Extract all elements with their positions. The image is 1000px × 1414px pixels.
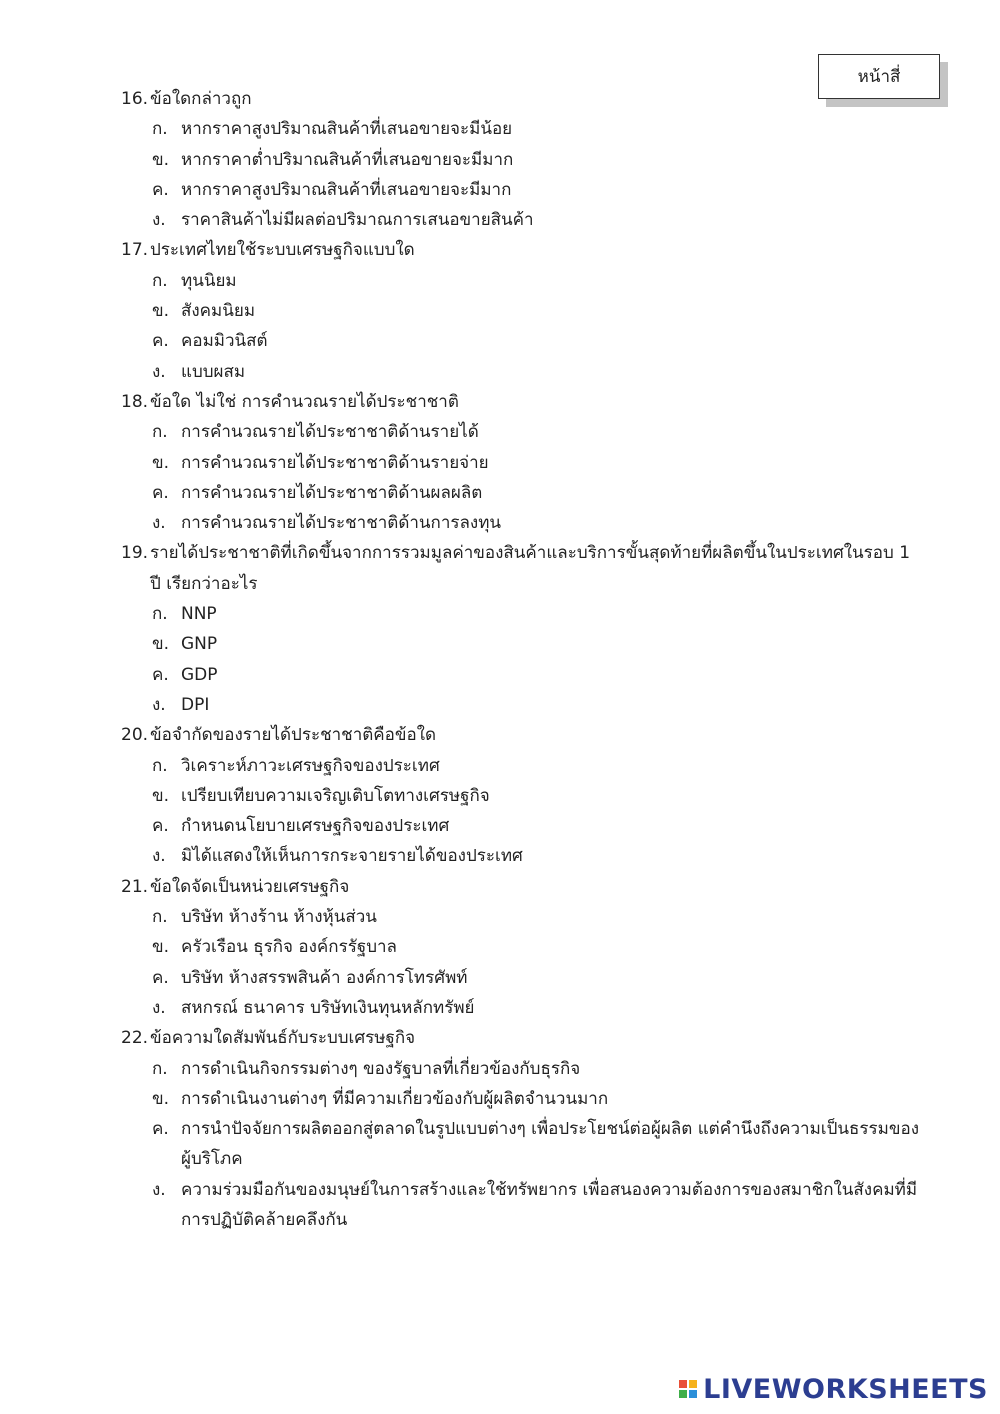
option-text: สหกรณ์ ธนาคาร บริษัทเงินทุนหลักทรัพย์ bbox=[181, 997, 475, 1018]
option-text: บริษัท ห้างร้าน ห้างหุ้นส่วน bbox=[181, 907, 377, 928]
answer-option[interactable] bbox=[0, 963, 1000, 993]
question-item bbox=[0, 720, 1000, 871]
option-letter: ค. bbox=[152, 331, 169, 352]
logo-text: LIVEWORKSHEETS bbox=[703, 1373, 988, 1405]
logo-block bbox=[679, 1380, 687, 1388]
option-text: แบบผสม bbox=[181, 361, 246, 382]
option-letter: ข. bbox=[152, 301, 170, 322]
option-text: หากราคาสูงปริมาณสินค้าที่เสนอขายจะมีมาก bbox=[181, 179, 512, 200]
option-text: การคำนวณรายได้ประชาชาติด้านผลผลิต bbox=[181, 482, 483, 503]
option-text: ทุนนิยม bbox=[181, 270, 237, 291]
answer-option[interactable] bbox=[0, 841, 1000, 871]
question-line bbox=[0, 235, 1000, 265]
answer-option[interactable] bbox=[0, 902, 1000, 932]
question-text: ประเทศไทยใช้ระบบเศรษฐกิจแบบใด bbox=[150, 240, 415, 261]
question-item bbox=[0, 1023, 1000, 1235]
answer-option[interactable] bbox=[0, 448, 1000, 478]
question-line bbox=[0, 720, 1000, 750]
option-text: ครัวเรือน ธุรกิจ องค์กรรัฐบาล bbox=[181, 937, 397, 958]
option-letter: ข. bbox=[152, 1088, 170, 1109]
option-letter: ง. bbox=[152, 1179, 166, 1200]
option-letter: ก. bbox=[152, 270, 168, 291]
option-text: กำหนดนโยบายเศรษฐกิจของประเทศ bbox=[181, 816, 450, 837]
answer-option[interactable] bbox=[0, 145, 1000, 175]
option-text: สังคมนิยม bbox=[181, 301, 256, 322]
answer-option[interactable] bbox=[0, 1175, 1000, 1236]
answer-option[interactable] bbox=[0, 1054, 1000, 1084]
question-number: 21. bbox=[121, 876, 149, 897]
question-number: 17. bbox=[121, 240, 149, 261]
answer-option[interactable] bbox=[0, 114, 1000, 144]
answer-option[interactable] bbox=[0, 205, 1000, 235]
question-text: ข้อใดกล่าวถูก bbox=[150, 89, 252, 109]
option-letter: ข. bbox=[152, 452, 170, 473]
option-letter: ก. bbox=[152, 119, 168, 140]
question-number: 19. bbox=[121, 543, 149, 564]
answer-option[interactable] bbox=[0, 1084, 1000, 1114]
option-letter: ง. bbox=[152, 694, 166, 715]
answer-option[interactable] bbox=[0, 175, 1000, 205]
option-text: การคำนวณรายได้ประชาชาติด้านรายได้ bbox=[181, 422, 479, 443]
question-line bbox=[0, 538, 1000, 599]
liveworksheets-logo bbox=[679, 1374, 988, 1404]
answer-option[interactable] bbox=[0, 508, 1000, 538]
answer-option[interactable] bbox=[0, 660, 1000, 690]
option-text: หากราคาสูงปริมาณสินค้าที่เสนอขายจะมีน้อย bbox=[181, 119, 513, 140]
answer-option[interactable] bbox=[0, 417, 1000, 447]
answer-option[interactable] bbox=[0, 629, 1000, 659]
logo-block bbox=[679, 1390, 687, 1398]
logo-block bbox=[689, 1380, 697, 1388]
option-text: บริษัท ห้างสรรพสินค้า องค์การโทรศัพท์ bbox=[181, 967, 468, 988]
answer-option[interactable] bbox=[0, 296, 1000, 326]
answer-option[interactable] bbox=[0, 478, 1000, 508]
page-label: หน้าสี่ bbox=[818, 54, 940, 99]
question-item bbox=[0, 387, 1000, 538]
option-text: การดำเนินงานต่างๆ ที่มีความเกี่ยวข้องกับผู้ผลิตจำนวนมาก bbox=[181, 1088, 609, 1109]
answer-option[interactable] bbox=[0, 357, 1000, 387]
answer-option[interactable] bbox=[0, 751, 1000, 781]
answer-option[interactable] bbox=[0, 1114, 1000, 1175]
question-item bbox=[0, 235, 1000, 386]
option-letter: ข. bbox=[152, 634, 170, 655]
question-number: 20. bbox=[121, 725, 149, 746]
option-text: หากราคาต่ำปริมาณสินค้าที่เสนอขายจะมีมาก bbox=[181, 149, 514, 170]
question-text: ข้อใด ไม่ใช่ การคำนวณรายได้ประชาชาติ bbox=[150, 391, 459, 412]
question-text: ข้อใดจัดเป็นหน่วยเศรษฐกิจ bbox=[150, 876, 350, 897]
answer-option[interactable] bbox=[0, 781, 1000, 811]
option-letter: ง. bbox=[152, 997, 166, 1018]
answer-option[interactable] bbox=[0, 326, 1000, 356]
option-letter: ค. bbox=[152, 664, 169, 685]
option-text: DPI bbox=[181, 694, 210, 715]
option-letter: ข. bbox=[152, 149, 170, 170]
answer-option[interactable] bbox=[0, 811, 1000, 841]
option-letter: ง. bbox=[152, 361, 166, 382]
answer-option[interactable] bbox=[0, 599, 1000, 629]
option-text: ราคาสินค้าไม่มีผลต่อปริมาณการเสนอขายสินค้า bbox=[181, 210, 534, 231]
question-number: 18. bbox=[121, 391, 149, 412]
question-item bbox=[0, 872, 1000, 1023]
option-letter: ก. bbox=[152, 907, 168, 928]
option-text: วิเคราะห์ภาวะเศรษฐกิจของประเทศ bbox=[181, 755, 440, 776]
logo-block bbox=[689, 1390, 697, 1398]
question-line bbox=[0, 387, 1000, 417]
question-text: ข้อความใดสัมพันธ์กับระบบเศรษฐกิจ bbox=[150, 1028, 416, 1049]
option-letter: ก. bbox=[152, 1058, 168, 1079]
option-text: GNP bbox=[181, 634, 218, 655]
question-line bbox=[0, 84, 1000, 114]
question-line bbox=[0, 1023, 1000, 1053]
option-text: เปรียบเทียบความเจริญเติบโตทางเศรษฐกิจ bbox=[181, 785, 490, 806]
option-text: ความร่วมมือกันของมนุษย์ในการสร้างและใช้ทรัพยากร เพื่อสนองความต้องการของสมาชิกในสังคมที่มีการปฏิบัติคล้ายคลึงกัน bbox=[181, 1179, 918, 1230]
question-list bbox=[0, 84, 1000, 1235]
option-text: GDP bbox=[181, 664, 218, 685]
answer-option[interactable] bbox=[0, 690, 1000, 720]
option-letter: ค. bbox=[152, 482, 169, 503]
option-letter: ค. bbox=[152, 967, 169, 988]
question-number: 22. bbox=[121, 1028, 149, 1049]
option-text: คอมมิวนิสต์ bbox=[181, 331, 268, 352]
question-line bbox=[0, 872, 1000, 902]
option-letter: ก. bbox=[152, 422, 168, 443]
option-letter: ง. bbox=[152, 846, 166, 867]
option-letter: ค. bbox=[152, 1119, 169, 1140]
answer-option[interactable] bbox=[0, 993, 1000, 1023]
option-text: การนำปัจจัยการผลิตออกสู่ตลาดในรูปแบบต่างๆ เพื่อประโยชน์ต่อผู้ผลิต แต่คำนึงถึงความเป็นธรรมของผู้บริโภค bbox=[181, 1119, 919, 1170]
question-text: รายได้ประชาชาติที่เกิดขึ้นจากการรวมมูลค่าของสินค้าและบริการขั้นสุดท้ายที่ผลิตขึ้นในประเทศในรอบ 1 ปี เรียกว่าอะไร bbox=[150, 543, 911, 594]
option-letter: ค. bbox=[152, 179, 169, 200]
option-letter: ง. bbox=[152, 210, 166, 231]
option-letter: ข. bbox=[152, 937, 170, 958]
answer-option[interactable] bbox=[0, 932, 1000, 962]
option-letter: ค. bbox=[152, 816, 169, 837]
option-text: การคำนวณรายได้ประชาชาติด้านการลงทุน bbox=[181, 513, 502, 534]
option-text: การคำนวณรายได้ประชาชาติด้านรายจ่าย bbox=[181, 452, 489, 473]
question-item bbox=[0, 538, 1000, 720]
option-letter: ก. bbox=[152, 604, 168, 625]
answer-option[interactable] bbox=[0, 266, 1000, 296]
question-text: ข้อจำกัดของรายได้ประชาชาติคือข้อใด bbox=[150, 725, 437, 746]
logo-blocks-icon bbox=[679, 1380, 697, 1398]
question-item bbox=[0, 84, 1000, 235]
option-text: NNP bbox=[181, 604, 217, 625]
option-letter: ก. bbox=[152, 755, 168, 776]
option-letter: ข. bbox=[152, 785, 170, 806]
question-number: 16. bbox=[121, 89, 149, 109]
option-text: การดำเนินกิจกรรมต่างๆ ของรัฐบาลที่เกี่ยวข้องกับธุรกิจ bbox=[181, 1058, 581, 1079]
option-text: มิได้แสดงให้เห็นการกระจายรายได้ของประเทศ bbox=[181, 846, 523, 867]
option-letter: ง. bbox=[152, 513, 166, 534]
